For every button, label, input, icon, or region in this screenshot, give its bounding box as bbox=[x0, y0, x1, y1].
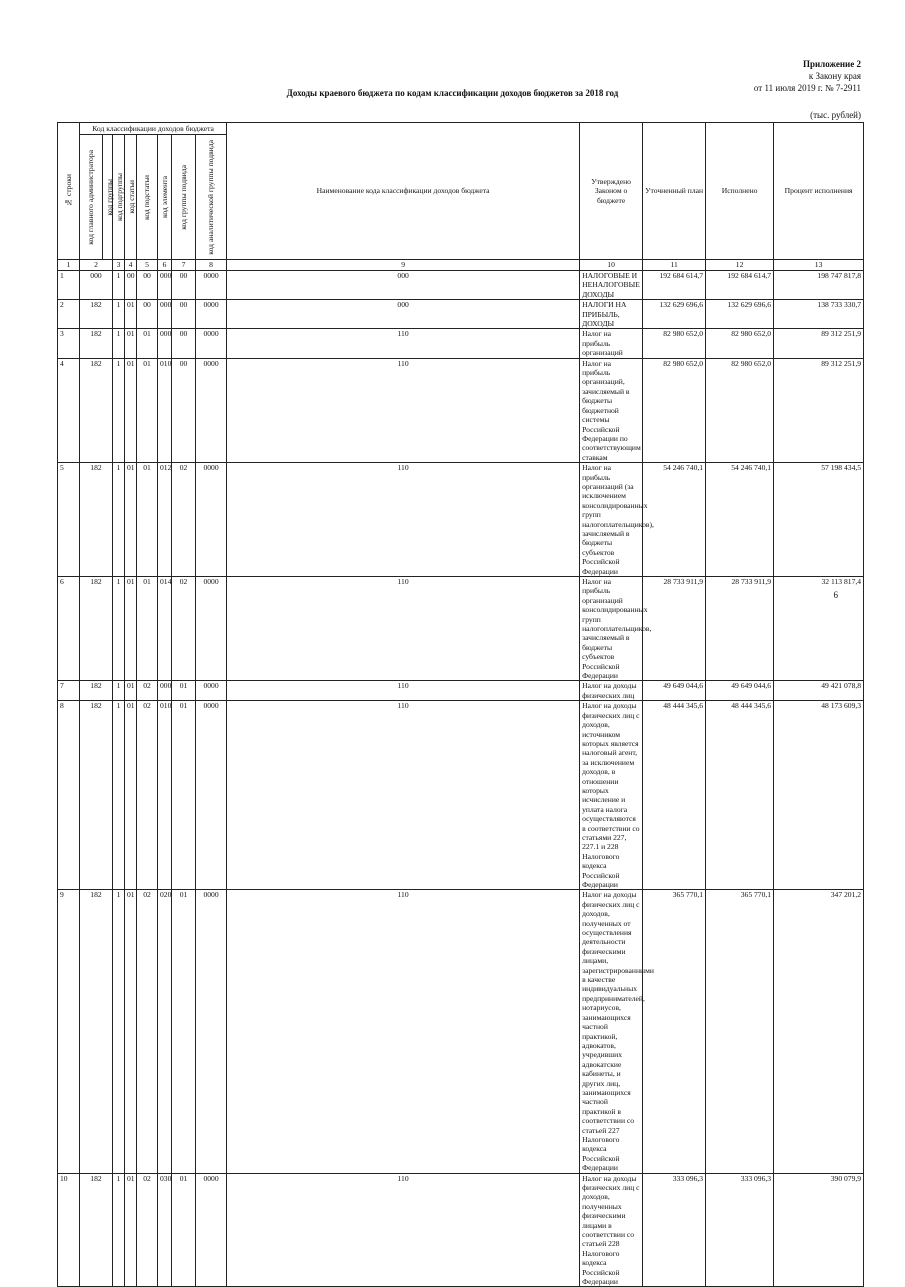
code-cell: 182 bbox=[80, 890, 113, 1173]
code-cell: 014 bbox=[158, 577, 172, 681]
code-cell: 01 bbox=[137, 358, 158, 462]
code-cell: 182 bbox=[80, 300, 113, 329]
code-cell: 0000 bbox=[196, 681, 227, 701]
code-cell: 01 bbox=[125, 890, 137, 1173]
code-cell: 00 bbox=[137, 300, 158, 329]
code-cell: 0000 bbox=[196, 300, 227, 329]
code-cell: 110 bbox=[227, 681, 580, 701]
code-cell: 110 bbox=[227, 701, 580, 890]
updated-cell: 333 096,3 bbox=[706, 1173, 774, 1287]
table-row bbox=[58, 300, 864, 329]
code-cell: 02 bbox=[137, 1173, 158, 1287]
code-cell: 1 bbox=[113, 577, 125, 681]
code-cell: 110 bbox=[227, 577, 580, 681]
code-cell: 00 bbox=[137, 271, 158, 300]
header-percent: Процент исполнения bbox=[774, 123, 864, 260]
approved-cell: 82 980 652,0 bbox=[643, 329, 706, 358]
code-cell: 0000 bbox=[196, 463, 227, 577]
code-cell: 012 bbox=[158, 463, 172, 577]
header-code-col: код подстатьи bbox=[137, 135, 158, 260]
code-cell: 0000 bbox=[196, 271, 227, 300]
code-cell: 0000 bbox=[196, 890, 227, 1173]
column-number: 10 bbox=[580, 260, 643, 271]
code-cell: 182 bbox=[80, 329, 113, 358]
code-cell: 182 bbox=[80, 463, 113, 577]
header-name: Наименование кода классификации доходов бюджета bbox=[227, 123, 580, 260]
code-cell: 110 bbox=[227, 890, 580, 1173]
approved-cell: 54 246 740,1 bbox=[643, 463, 706, 577]
row-number-cell: 9 bbox=[58, 890, 80, 1173]
row-number-cell: 8 bbox=[58, 701, 80, 890]
code-cell: 0000 bbox=[196, 701, 227, 890]
updated-cell: 48 444 345,6 bbox=[706, 701, 774, 890]
column-number: 5 bbox=[137, 260, 158, 271]
table-row bbox=[58, 577, 864, 681]
header-code-group: Код классификации доходов бюджета bbox=[80, 123, 227, 135]
executed-cell: 89 312 251,9 bbox=[774, 358, 864, 462]
name-cell: НАЛОГОВЫЕ И НЕНАЛОГОВЫЕ ДОХОДЫ bbox=[580, 271, 643, 300]
row-number-cell: 4 bbox=[58, 358, 80, 462]
column-number-row bbox=[58, 260, 864, 271]
code-cell: 01 bbox=[137, 577, 158, 681]
code-cell: 01 bbox=[125, 329, 137, 358]
code-cell: 01 bbox=[172, 701, 196, 890]
code-cell: 01 bbox=[125, 577, 137, 681]
column-number: 9 bbox=[227, 260, 580, 271]
revenue-table bbox=[57, 122, 864, 1287]
executed-cell: 390 079,9 bbox=[774, 1173, 864, 1287]
header-code-col: код элемента bbox=[158, 135, 172, 260]
approved-cell: 192 684 614,7 bbox=[643, 271, 706, 300]
code-cell: 01 bbox=[125, 701, 137, 890]
executed-cell: 198 747 817,8 bbox=[774, 271, 864, 300]
code-cell: 02 bbox=[137, 890, 158, 1173]
column-number: 12 bbox=[706, 260, 774, 271]
header-row-no: № строки bbox=[58, 123, 80, 260]
row-number-cell: 10 bbox=[58, 1173, 80, 1287]
code-cell: 000 bbox=[80, 271, 113, 300]
approved-cell: 82 980 652,0 bbox=[643, 358, 706, 462]
code-cell: 01 bbox=[137, 329, 158, 358]
executed-cell: 138 733 330,7 bbox=[774, 300, 864, 329]
units-label: (тыс. рублей) bbox=[810, 110, 861, 120]
appendix-date: от 11 июля 2019 г. № 7-2911 bbox=[753, 83, 861, 93]
code-cell: 010 bbox=[158, 701, 172, 890]
column-number: 8 bbox=[196, 260, 227, 271]
executed-cell: 89 312 251,9 bbox=[774, 329, 864, 358]
code-cell: 1 bbox=[113, 890, 125, 1173]
header-code-col: код главного администратора bbox=[80, 135, 103, 260]
code-cell: 01 bbox=[125, 463, 137, 577]
code-cell: 0000 bbox=[196, 577, 227, 681]
code-cell: 02 bbox=[172, 577, 196, 681]
updated-cell: 365 770,1 bbox=[706, 890, 774, 1173]
code-cell: 1 bbox=[113, 358, 125, 462]
name-cell: Налог на прибыль организаций консолидированных групп налогоплательщиков, зачисляемый в бюджеты субъектов Российской Федерации bbox=[580, 577, 643, 681]
table-row bbox=[58, 681, 864, 701]
executed-cell: 347 201,2 bbox=[774, 890, 864, 1173]
column-number: 2 bbox=[80, 260, 113, 271]
code-cell: 0000 bbox=[196, 329, 227, 358]
column-number: 11 bbox=[643, 260, 706, 271]
approved-cell: 365 770,1 bbox=[643, 890, 706, 1173]
row-number-cell: 3 bbox=[58, 329, 80, 358]
name-cell: Налог на прибыль организаций, зачисляемый в бюджеты бюджетной системы Российской Федерации по соответствующим ставкам bbox=[580, 358, 643, 462]
name-cell: Налог на прибыль организаций bbox=[580, 329, 643, 358]
code-cell: 02 bbox=[137, 681, 158, 701]
code-cell: 02 bbox=[137, 701, 158, 890]
code-cell: 1 bbox=[113, 329, 125, 358]
updated-cell: 28 733 911,9 bbox=[706, 577, 774, 681]
code-cell: 010 bbox=[158, 358, 172, 462]
header-code-col: код группы подвида bbox=[172, 135, 196, 260]
name-cell: Налог на доходы физических лиц bbox=[580, 681, 643, 701]
code-cell: 1 bbox=[113, 300, 125, 329]
approved-cell: 132 629 696,6 bbox=[643, 300, 706, 329]
code-cell: 02 bbox=[172, 463, 196, 577]
code-cell: 1 bbox=[113, 1173, 125, 1287]
code-cell: 020 bbox=[158, 890, 172, 1173]
code-cell: 1 bbox=[113, 681, 125, 701]
executed-cell: 57 198 434,5 bbox=[774, 463, 864, 577]
column-number: 13 bbox=[774, 260, 864, 271]
code-cell: 01 bbox=[125, 358, 137, 462]
header-code-col: код статьи bbox=[125, 135, 137, 260]
code-cell: 01 bbox=[125, 681, 137, 701]
code-cell: 1 bbox=[113, 271, 125, 300]
code-cell: 01 bbox=[137, 463, 158, 577]
code-cell: 01 bbox=[125, 1173, 137, 1287]
column-number: 7 bbox=[172, 260, 196, 271]
code-cell: 182 bbox=[80, 577, 113, 681]
row-number-cell: 7 bbox=[58, 681, 80, 701]
appendix-law: к Закону края bbox=[808, 71, 861, 81]
updated-cell: 132 629 696,6 bbox=[706, 300, 774, 329]
executed-cell: 49 421 078,8 bbox=[774, 681, 864, 701]
approved-cell: 48 444 345,6 bbox=[643, 701, 706, 890]
code-cell: 110 bbox=[227, 463, 580, 577]
approved-cell: 333 096,3 bbox=[643, 1173, 706, 1287]
code-cell: 182 bbox=[80, 358, 113, 462]
code-cell: 00 bbox=[172, 329, 196, 358]
header-code-col: код аналитической группы подвида bbox=[196, 135, 227, 260]
code-cell: 0000 bbox=[196, 1173, 227, 1287]
code-cell: 110 bbox=[227, 1173, 580, 1287]
table-row bbox=[58, 701, 864, 890]
table-row bbox=[58, 329, 864, 358]
code-cell: 01 bbox=[172, 890, 196, 1173]
name-cell: Налог на доходы физических лиц с доходов, полученных от осуществления деятельности физическими лицами, зарегистрированными в качестве индивидуальных предпринимателей, нотариусов, занимающихся частной практикой, адвокатов, учредивших адвокатские кабинеты, и других лиц, занимающихся частной практикой в соответствии со статьей 227 Налогового кодекса Российской Федерации bbox=[580, 890, 643, 1173]
name-cell: НАЛОГИ НА ПРИБЫЛЬ, ДОХОДЫ bbox=[580, 300, 643, 329]
code-cell: 01 bbox=[172, 1173, 196, 1287]
code-cell: 110 bbox=[227, 329, 580, 358]
table-row bbox=[58, 463, 864, 577]
code-cell: 182 bbox=[80, 681, 113, 701]
code-cell: 000 bbox=[158, 300, 172, 329]
row-number-cell: 6 bbox=[58, 577, 80, 681]
column-number: 6 bbox=[158, 260, 172, 271]
updated-cell: 192 684 614,7 bbox=[706, 271, 774, 300]
code-cell: 1 bbox=[113, 701, 125, 890]
header-code-col: код подгруппы bbox=[113, 135, 125, 260]
approved-cell: 28 733 911,9 bbox=[643, 577, 706, 681]
page-number: 6 bbox=[833, 590, 838, 600]
table-row bbox=[58, 271, 864, 300]
column-number: 4 bbox=[125, 260, 137, 271]
name-cell: Налог на доходы физических лиц с доходов, полученных физическими лицами в соответствии со статьей 228 Налогового кодекса Российской Федерации bbox=[580, 1173, 643, 1287]
column-number: 1 bbox=[58, 260, 80, 271]
table-row bbox=[58, 1173, 864, 1287]
header-executed: Исполнено bbox=[706, 123, 774, 260]
code-cell: 030 bbox=[158, 1173, 172, 1287]
executed-cell: 48 173 609,3 bbox=[774, 701, 864, 890]
updated-cell: 49 649 044,6 bbox=[706, 681, 774, 701]
code-cell: 00 bbox=[172, 358, 196, 462]
code-cell: 00 bbox=[125, 271, 137, 300]
code-cell: 110 bbox=[227, 358, 580, 462]
row-number-cell: 2 bbox=[58, 300, 80, 329]
name-cell: Налог на доходы физических лиц с доходов, источником которых является налоговый агент, за исключением доходов, в отношении которых исчисление и уплата налога осуществляются в соответствии со статьями 227, 227.1 и 228 Налогового кодекса Российской Федерации bbox=[580, 701, 643, 890]
table-row bbox=[58, 358, 864, 462]
approved-cell: 49 649 044,6 bbox=[643, 681, 706, 701]
header-approved: Утверждено Законом о бюджете bbox=[580, 123, 643, 260]
code-cell: 182 bbox=[80, 1173, 113, 1287]
row-number-cell: 1 bbox=[58, 271, 80, 300]
code-cell: 0000 bbox=[196, 358, 227, 462]
executed-cell: 32 113 817,4 bbox=[774, 577, 864, 681]
code-cell: 000 bbox=[158, 271, 172, 300]
header-updated: Уточненный план bbox=[643, 123, 706, 260]
header-code-col: код группы bbox=[103, 135, 113, 260]
code-cell: 000 bbox=[227, 271, 580, 300]
code-cell: 01 bbox=[125, 300, 137, 329]
code-cell: 000 bbox=[227, 300, 580, 329]
name-cell: Налог на прибыль организаций (за исключением консолидированных групп налогоплательщиков), зачисляемый в бюджеты субъектов Российской Федерации bbox=[580, 463, 643, 577]
code-cell: 00 bbox=[172, 300, 196, 329]
row-number-cell: 5 bbox=[58, 463, 80, 577]
code-cell: 000 bbox=[158, 329, 172, 358]
updated-cell: 82 980 652,0 bbox=[706, 329, 774, 358]
code-cell: 00 bbox=[172, 271, 196, 300]
column-number: 3 bbox=[113, 260, 125, 271]
appendix-title: Приложение 2 bbox=[802, 59, 861, 69]
code-cell: 182 bbox=[80, 701, 113, 890]
updated-cell: 54 246 740,1 bbox=[706, 463, 774, 577]
code-cell: 1 bbox=[113, 463, 125, 577]
code-cell: 01 bbox=[172, 681, 196, 701]
table-row bbox=[58, 890, 864, 1173]
code-cell: 000 bbox=[158, 681, 172, 701]
updated-cell: 82 980 652,0 bbox=[706, 358, 774, 462]
document-title: Доходы краевого бюджета по кодам классификации доходов бюджетов за 2018 год bbox=[286, 88, 619, 98]
